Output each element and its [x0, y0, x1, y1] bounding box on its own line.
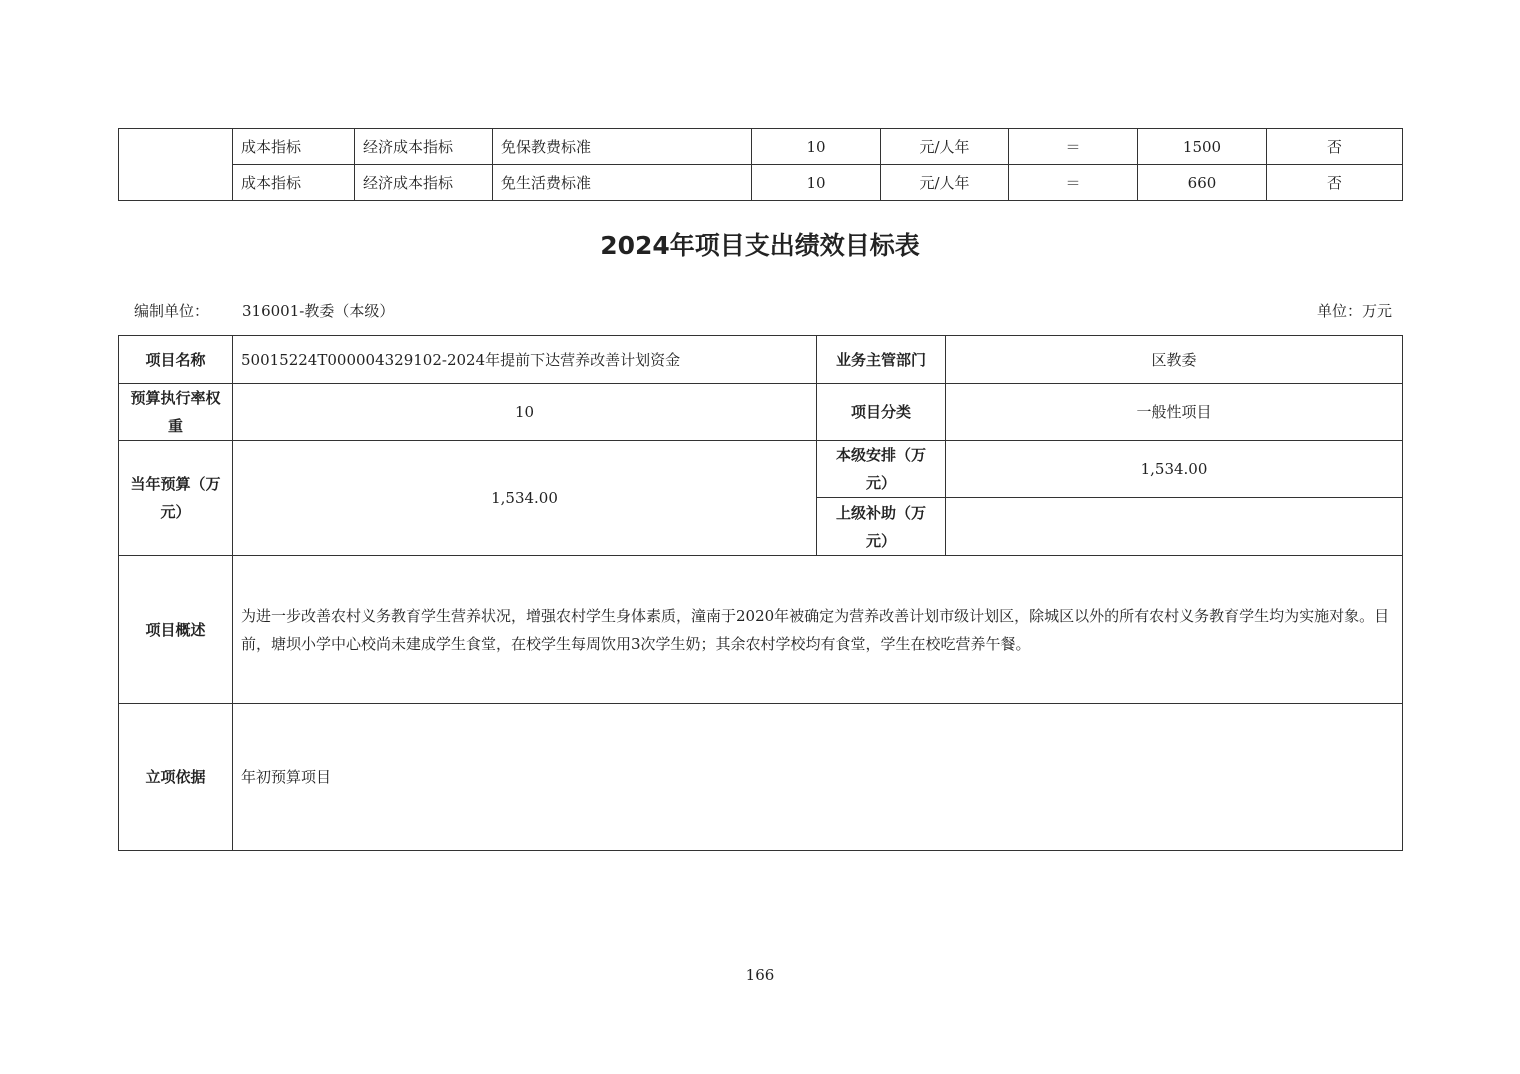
cell: ＝ — [1009, 165, 1138, 201]
org-value: 316001-教委（本级） — [242, 302, 395, 320]
empty-cell — [119, 129, 233, 201]
basis: 年初预算项目 — [233, 704, 1403, 851]
dept: 区教委 — [946, 336, 1403, 384]
page-title: 2024年项目支出绩效目标表 — [600, 231, 920, 260]
weight-label: 预算执行率权重 — [119, 384, 233, 441]
basis-label: 立项依据 — [119, 704, 233, 851]
cell: 免保教费标准 — [493, 129, 752, 165]
local-label: 本级安排（万元） — [817, 441, 946, 498]
cost-indicator-table — [118, 128, 1403, 201]
cell: 元/人年 — [881, 165, 1009, 201]
unit-label: 单位：万元 — [1316, 302, 1392, 320]
cell: 660 — [1138, 165, 1267, 201]
table-row — [119, 336, 1403, 384]
cell: 经济成本指标 — [355, 129, 493, 165]
project-name-label: 项目名称 — [119, 336, 233, 384]
cell: 元/人年 — [881, 129, 1009, 165]
upper — [946, 498, 1403, 556]
cell: 否 — [1267, 129, 1403, 165]
local: 1,534.00 — [946, 441, 1403, 498]
cell: 成本指标 — [233, 129, 355, 165]
overview: 为进一步改善农村义务教育学生营养状况，增强农村学生身体素质，潼南于2020年被确定为营养改善计划市级计划区，除城区以外的所有农村义务教育学生均为实施对象。目前，塘坝小学中心校尚未建成学生食堂，在校学生每周饮用3次学生奶；其余农村学校均有食堂，学生在校吃营养午餐。 — [233, 556, 1403, 704]
cell: 经济成本指标 — [355, 165, 493, 201]
dept-label: 业务主管部门 — [817, 336, 946, 384]
cell: 10 — [752, 129, 881, 165]
cell: 否 — [1267, 165, 1403, 201]
table-row — [119, 129, 1403, 165]
cell: 10 — [752, 165, 881, 201]
category: 一般性项目 — [946, 384, 1403, 441]
table-row — [119, 384, 1403, 441]
overview-label: 项目概述 — [119, 556, 233, 704]
cell: 1500 — [1138, 129, 1267, 165]
org-label: 编制单位： — [134, 302, 210, 320]
budget-label: 当年预算（万元） — [119, 441, 233, 556]
cell: ＝ — [1009, 129, 1138, 165]
performance-target-table — [118, 335, 1403, 851]
page-number: 166 — [745, 966, 775, 984]
cell: 成本指标 — [233, 165, 355, 201]
table-row — [119, 556, 1403, 704]
budget: 1,534.00 — [233, 441, 817, 556]
table-row — [119, 704, 1403, 851]
table-row — [119, 441, 1403, 498]
upper-label: 上级补助（万元） — [817, 498, 946, 556]
cell: 免生活费标准 — [493, 165, 752, 201]
weight: 10 — [233, 384, 817, 441]
category-label: 项目分类 — [817, 384, 946, 441]
table-row — [119, 165, 1403, 201]
project-name: 50015224T000004329102-2024年提前下达营养改善计划资金 — [233, 336, 817, 384]
